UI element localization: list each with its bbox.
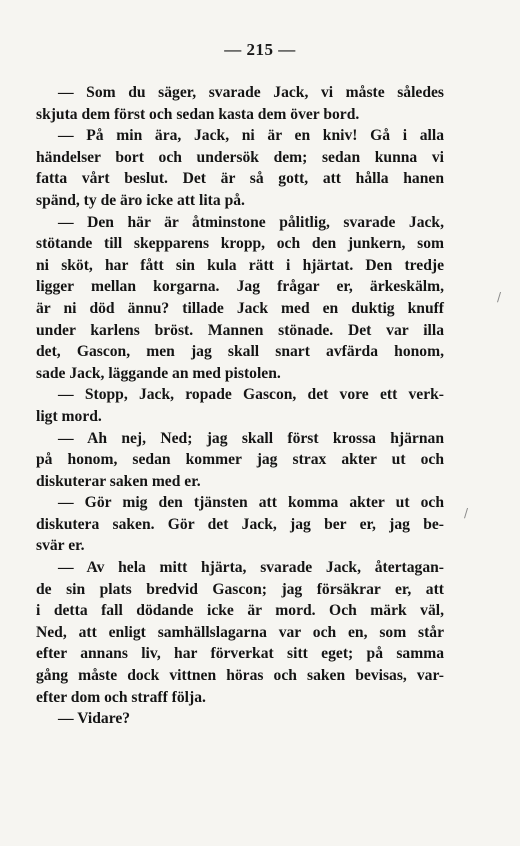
text-line: spänd, ty de äro icke att lita på.: [36, 191, 245, 209]
text-line: diskutera saken. Gör det Jack, jag ber er, jag be-: [36, 515, 444, 533]
text-line: sade Jack, läggande an med pistolen.: [36, 364, 281, 382]
text-line: ligger mellan korgarna. Jag frågar er, ärkeskälm,: [36, 278, 444, 296]
text-line: Ned, att enligt samhällslagarna var och en, som står: [36, 623, 444, 641]
text-line: efter dom och straff följa.: [36, 688, 206, 706]
margin-mark: /: [497, 290, 502, 304]
text-line: — Av hela mitt hjärta, svarade Jack, återtagan-: [58, 559, 444, 577]
text-line: — Som du säger, svarade Jack, vi måste således: [58, 84, 444, 101]
text-line: efter annans liv, har förverkat sitt eget; på samma: [36, 645, 444, 663]
text-line: — Ah nej, Ned; jag skall först krossa hjärnan: [58, 429, 444, 447]
page-number: — 215 —: [224, 40, 296, 59]
text-line: — Stopp, Jack, ropade Gascon, det vore ett verk-: [58, 386, 444, 404]
body-text: [36, 82, 444, 730]
text-line: ligt mord.: [36, 407, 102, 425]
text-line: på honom, sedan kommer jag strax akter ut och: [36, 451, 444, 469]
text-line: de sin plats bredvid Gascon; jag försäkrar er, att: [36, 580, 444, 598]
text-line: det, Gascon, men jag skall snart avfärda honom,: [36, 343, 444, 361]
text-line: diskuterar saken med er.: [36, 472, 201, 490]
text-line: skjuta dem först och sedan kasta dem över bord.: [36, 105, 360, 123]
text-line: svär er.: [36, 537, 85, 555]
text-line: händelser bort och undersök dem; sedan kunna vi: [36, 148, 444, 166]
text-line: gång måste dock vittnen höras och saken bevisas, var-: [36, 667, 444, 685]
margin-mark: /: [464, 506, 469, 520]
text-line: — Den här är åtminstone pålitlig, svarade Jack,: [58, 213, 444, 231]
text-line: — Gör mig den tjänsten att komma akter ut och: [58, 494, 444, 512]
text-line: fatta vårt beslut. Det är så gott, att hålla hanen: [36, 170, 444, 188]
text-line: stötande till skepparens kropp, och den junkern, som: [36, 235, 444, 253]
text-line: — På min ära, Jack, ni är en kniv! Gå i alla: [58, 127, 444, 145]
text-line: i detta fall dödande icke är mord. Och märk väl,: [36, 602, 444, 620]
text-line: — Vidare?: [58, 710, 131, 728]
text-line: under karlens bröst. Mannen stönade. Det var illa: [36, 321, 444, 339]
text-line: ni sköt, har fått sin kula rätt i hjärtat. Den tredje: [36, 256, 444, 274]
text-line: är ni död ännu? tillade Jack med en duktig knuff: [36, 299, 444, 317]
